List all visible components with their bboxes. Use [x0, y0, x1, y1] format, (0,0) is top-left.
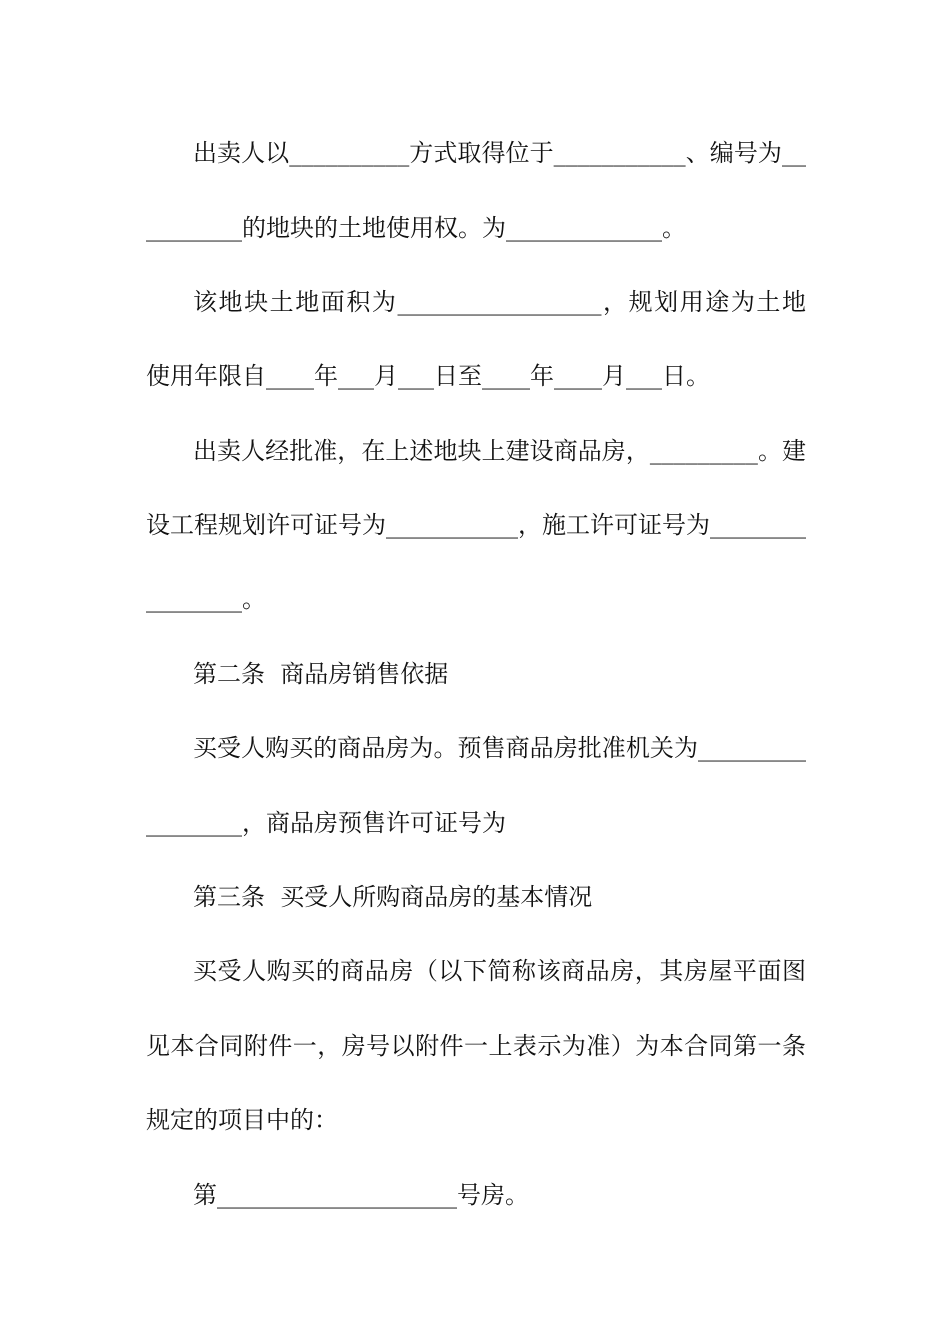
text-line-2: ________的地块的土地使用权。为_____________。 — [146, 214, 686, 242]
text-line-1: 出卖人以__________方式取得位于___________、编号为__ — [193, 139, 806, 167]
text-line-12: 买受人购买的商品房（以下简称该商品房，其房屋平面图 — [193, 957, 806, 985]
text-line-6: 设工程规划许可证号为___________，施工许可证号为________ — [146, 511, 806, 539]
section-heading-3: 第三条 买受人所购商品房的基本情况 — [193, 883, 593, 911]
text-line-10: ________，商品房预售许可证号为 — [146, 809, 506, 837]
text-line-13: 见本合同附件一，房号以附件一上表示为准）为本合同第一条 — [146, 1032, 806, 1060]
text-line-15: 第____________________号房。 — [193, 1181, 529, 1209]
text-line-3: 该地块土地面积为_________________，规划用途为土地 — [193, 288, 806, 316]
section-heading-2: 第二条 商品房销售依据 — [193, 660, 449, 688]
text-line-4: 使用年限自____年___月___日至____年____月___日。 — [146, 362, 710, 390]
text-line-14: 规定的项目中的： — [146, 1106, 338, 1134]
text-line-7: ________。 — [146, 585, 266, 613]
text-line-5: 出卖人经批准，在上述地块上建设商品房，_________。建 — [193, 437, 806, 465]
text-line-9: 买受人购买的商品房为。预售商品房批准机关为_________ — [193, 734, 806, 762]
